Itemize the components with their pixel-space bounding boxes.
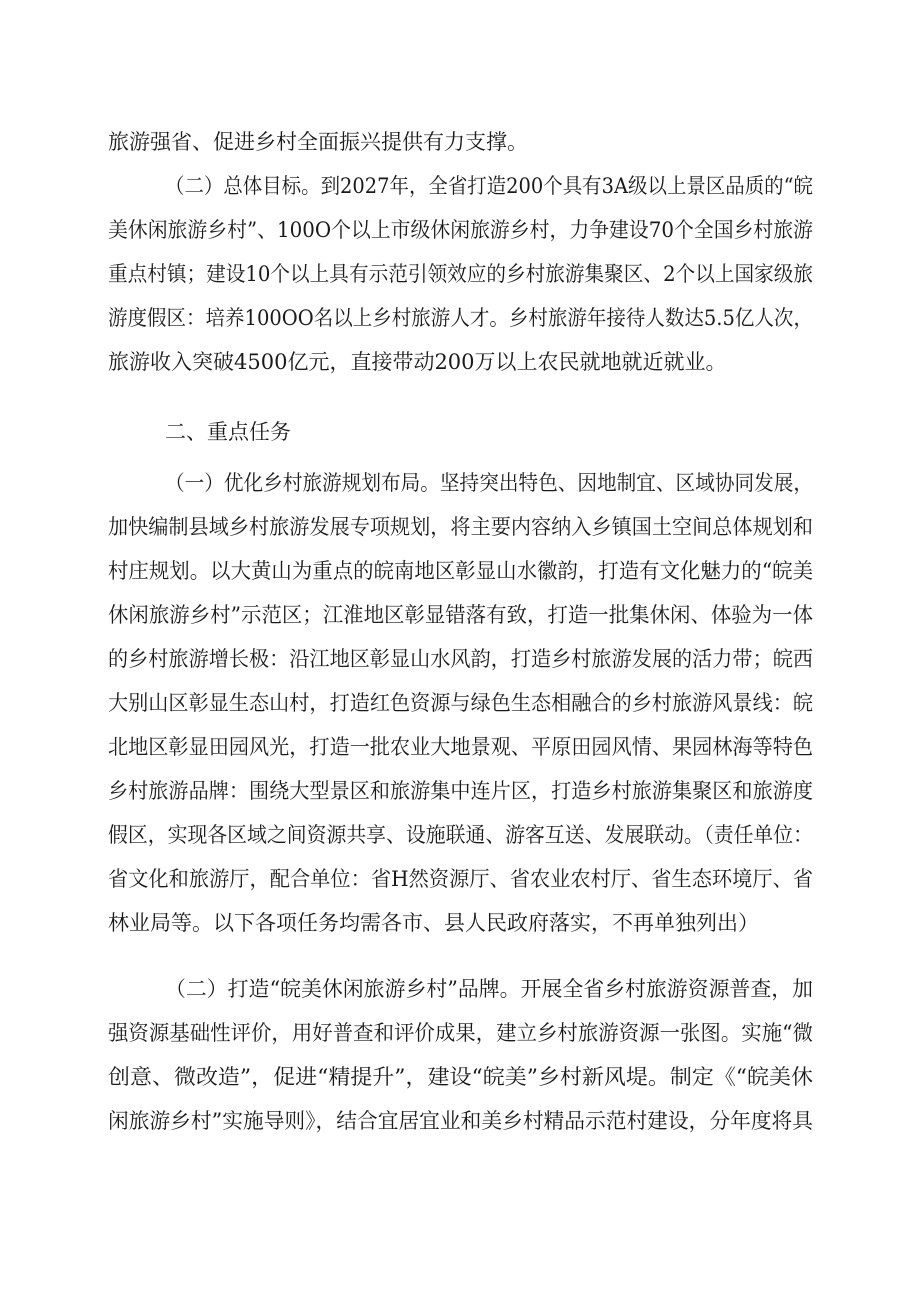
text-line xyxy=(0,1099,920,1143)
text-line xyxy=(0,1055,920,1099)
text-line xyxy=(0,857,920,901)
line-text: 假区，实现各区域之间资源共享、设施联通、游客互送、发展联动。（责任单位： xyxy=(108,823,814,847)
line-text: 省文化和旅游厅，配合单位：省H然资源厅、省农业农村厅、省生态环境厅、省 xyxy=(108,867,813,891)
text-line xyxy=(0,164,920,208)
text-line xyxy=(0,461,920,505)
line-text: 强资源基础性评价，用好普查和评价成果，建立乡村旅游资源一张图。实施“微 xyxy=(108,1021,814,1045)
line-text: 旅游收入突破4500亿元，直接带动200万以上农民就地就近就业。 xyxy=(108,350,727,374)
line-text: （二）总体目标。到2027年，全省打造200个具有3A级以上景区品质的“皖 xyxy=(165,174,814,198)
line-text: （二）打造“皖美休闲旅游乡村”品牌。开展全省乡村旅游资源普查，加 xyxy=(165,977,814,1001)
line-text: 美休闲旅游乡村”、100O个以上市级休闲旅游乡村，力争建设70个全国乡村旅游 xyxy=(108,218,813,242)
text-line xyxy=(0,967,920,1011)
line-text: 重点村镇；建设10个以上具有示范引领效应的乡村旅游集聚区、2个以上国家级旅 xyxy=(108,262,814,286)
line-text: 游度假区：培养100OO名以上乡村旅游人才。乡村旅游年接待人数达5.5亿人次， xyxy=(108,306,813,330)
section-heading xyxy=(0,410,920,454)
text-line xyxy=(0,593,920,637)
line-text: （一）优化乡村旅游规划布局。坚持突出特色、因地制宜、区域协同发展， xyxy=(165,471,814,495)
line-text: 的乡村旅游增长极：沿江地区彰显山水风韵，打造乡村旅游发展的活力带；皖西 xyxy=(108,647,814,671)
line-text: 大别山区彰显生态山村，打造红色资源与绿色生态相融合的乡村旅游风景线：皖 xyxy=(108,691,814,715)
heading-text: 二、重点任务 xyxy=(165,420,291,444)
line-text: 休闲旅游乡村”示范区；江淮地区彰显错落有致，打造一批集休闲、体验为一体 xyxy=(108,603,814,627)
text-line xyxy=(0,208,920,252)
line-text: 创意、微改造”，促进“精提升”，建设“皖美”乡村新风堤。制定《“皖美休 xyxy=(108,1065,814,1089)
text-line xyxy=(0,296,920,340)
text-line xyxy=(0,549,920,593)
line-text: 闲旅游乡村”实施导则》，结合宜居宜业和美乡村精品示范村建设，分年度将具 xyxy=(108,1109,814,1133)
text-line xyxy=(0,725,920,769)
text-line xyxy=(0,505,920,549)
text-line xyxy=(0,901,920,945)
line-text: 加快编制县域乡村旅游发展专项规划，将主要内容纳入乡镇国土空间总体规划和 xyxy=(108,515,814,539)
text-line xyxy=(0,252,920,296)
line-text: 北地区彰显田园风光，打造一批农业大地景观、平原田园风情、果园林海等特色 xyxy=(108,735,814,759)
text-line xyxy=(0,681,920,725)
text-line xyxy=(0,340,920,384)
line-text: 旅游强省、促进乡村全面振兴提供有力支撑。 xyxy=(108,130,528,154)
text-line xyxy=(0,813,920,857)
line-text: 林业局等。以下各项任务均需各市、县人民政府落实，不再单独列出） xyxy=(108,911,759,935)
text-line xyxy=(0,769,920,813)
text-line xyxy=(0,120,920,164)
text-line xyxy=(0,1011,920,1055)
text-line xyxy=(0,637,920,681)
line-text: 村庄规划。以大黄山为重点的皖南地区彰显山水徽韵，打造有文化魅力的“皖美 xyxy=(108,559,814,583)
line-text: 乡村旅游品牌：围绕大型景区和旅游集中连片区，打造乡村旅游集聚区和旅游度 xyxy=(108,779,814,803)
